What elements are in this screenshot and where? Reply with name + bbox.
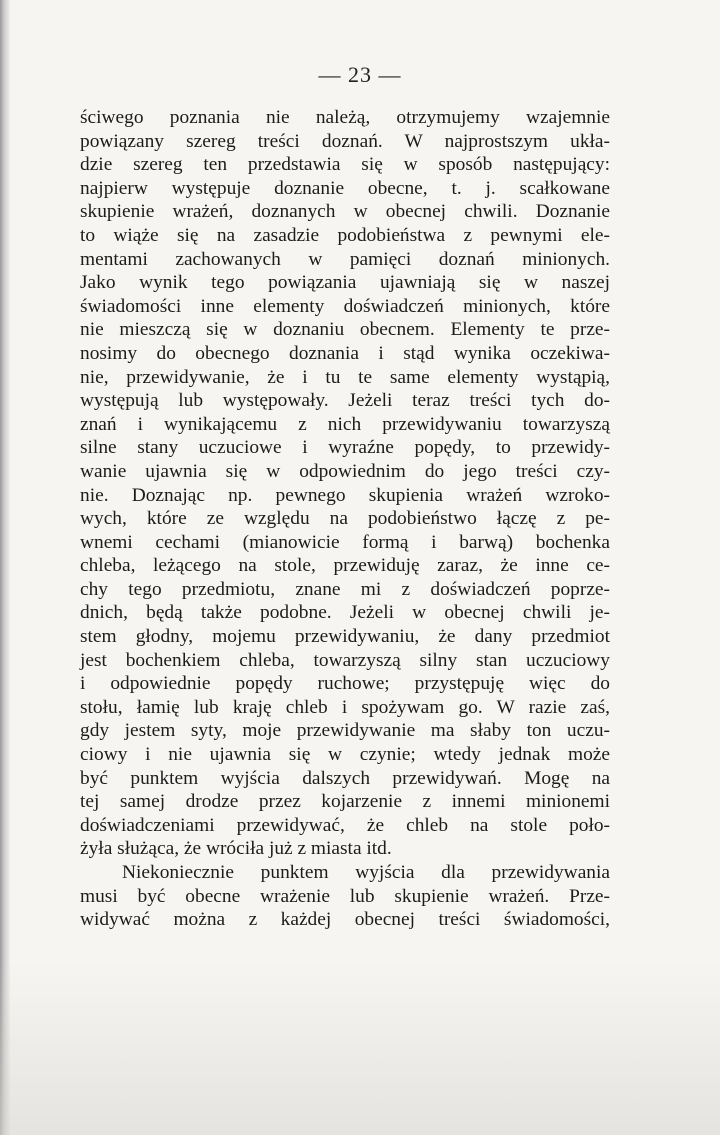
text-line: to wiąże się na zasadzie podobieństwa z pewnymi ele- bbox=[80, 224, 610, 246]
text-line: nosimy do obecnego doznania i stąd wynika oczekiwa- bbox=[80, 342, 610, 364]
text-line: chleba, leżącego na stole, przewiduję zaraz, że inne ce- bbox=[80, 555, 610, 577]
paragraph-start-line: Niekoniecznie punktem wyjścia dla przewidywania bbox=[122, 862, 610, 883]
text-line: dzie szereg ten przedstawia się w sposób następujący: bbox=[80, 154, 610, 176]
text-line: świadomości inne elementy doświadczeń minionych, które bbox=[80, 295, 610, 317]
paragraph-end-line: żyła służąca, że wróciła już z miasta itd. bbox=[80, 838, 392, 860]
text-line: widywać można z każdej obecnej treści świadomości, bbox=[80, 909, 610, 931]
body-text bbox=[80, 106, 610, 932]
text-line: nie mieszczą się w doznaniu obecnem. Elementy te prze- bbox=[80, 319, 610, 341]
text-line: i odpowiednie popędy ruchowe; przystępuję więc do bbox=[80, 673, 610, 695]
text-line: wnemi cechami (mianowicie formą i barwą) bochenka bbox=[80, 531, 610, 553]
text-line: znań i wynikającemu z nich przewidywaniu towarzyszą bbox=[80, 413, 610, 435]
text-line: doświadczeniami przewidywać, że chleb na stole poło- bbox=[80, 814, 610, 836]
text-line: wych, które ze względu na podobieństwo łączę z pe- bbox=[80, 508, 610, 530]
text-line: skupienie wrażeń, doznanych w obecnej chwili. Doznanie bbox=[80, 201, 610, 223]
text-line: nie, przewidywanie, że i tu te same elementy wystąpią, bbox=[80, 366, 610, 388]
text-line: wanie ujawnia się w odpowiednim do jego treści czy- bbox=[80, 460, 610, 482]
text-line: dnich, będą także podobne. Jeżeli w obecnej chwili je- bbox=[80, 602, 610, 624]
text-line: stołu, łamię lub kraję chleb i spożywam go. W razie zaś, bbox=[80, 696, 610, 718]
text-line: Jako wynik tego powiązania ujawniają się w naszej bbox=[80, 272, 610, 294]
text-line: ściwego poznania nie należą, otrzymujemy wzajemnie bbox=[80, 107, 610, 128]
text-line: silne stany uczuciowe i wyraźne popędy, to przewidy- bbox=[80, 437, 610, 459]
text-line: mentami zachowanych w pamięci doznań minionych. bbox=[80, 248, 610, 270]
text-line: tej samej drodze przez kojarzenie z innemi minionemi bbox=[80, 791, 610, 813]
text-line: najpierw występuje doznanie obecne, t. j. scałkowane bbox=[80, 177, 610, 199]
text-line: chy tego przedmiotu, znane mi z doświadczeń poprze- bbox=[80, 578, 610, 600]
text-line: powiązany szereg treści doznań. W najprostszym ukła- bbox=[80, 130, 610, 152]
text-line: ciowy i nie ujawnia się w czynie; wtedy jednak może bbox=[80, 744, 610, 766]
text-line: być punktem wyjścia dalszych przewidywań. Mogę na bbox=[80, 767, 610, 789]
text-line: gdy jestem syty, moje przewidywanie ma słaby ton uczu- bbox=[80, 720, 610, 742]
page-number: — 23 — bbox=[318, 62, 402, 87]
text-line: stem głodny, mojemu przewidywaniu, że dany przedmiot bbox=[80, 626, 610, 648]
text-line: musi być obecne wrażenie lub skupienie wrażeń. Prze- bbox=[80, 885, 610, 907]
text-line: jest bochenkiem chleba, towarzyszą silny stan uczuciowy bbox=[80, 649, 610, 671]
text-line: występują lub występowały. Jeżeli teraz treści tych do- bbox=[80, 390, 610, 412]
text-line: nie. Doznając np. pewnego skupienia wrażeń wzroko- bbox=[80, 484, 610, 506]
page-shading bbox=[0, 960, 720, 1135]
